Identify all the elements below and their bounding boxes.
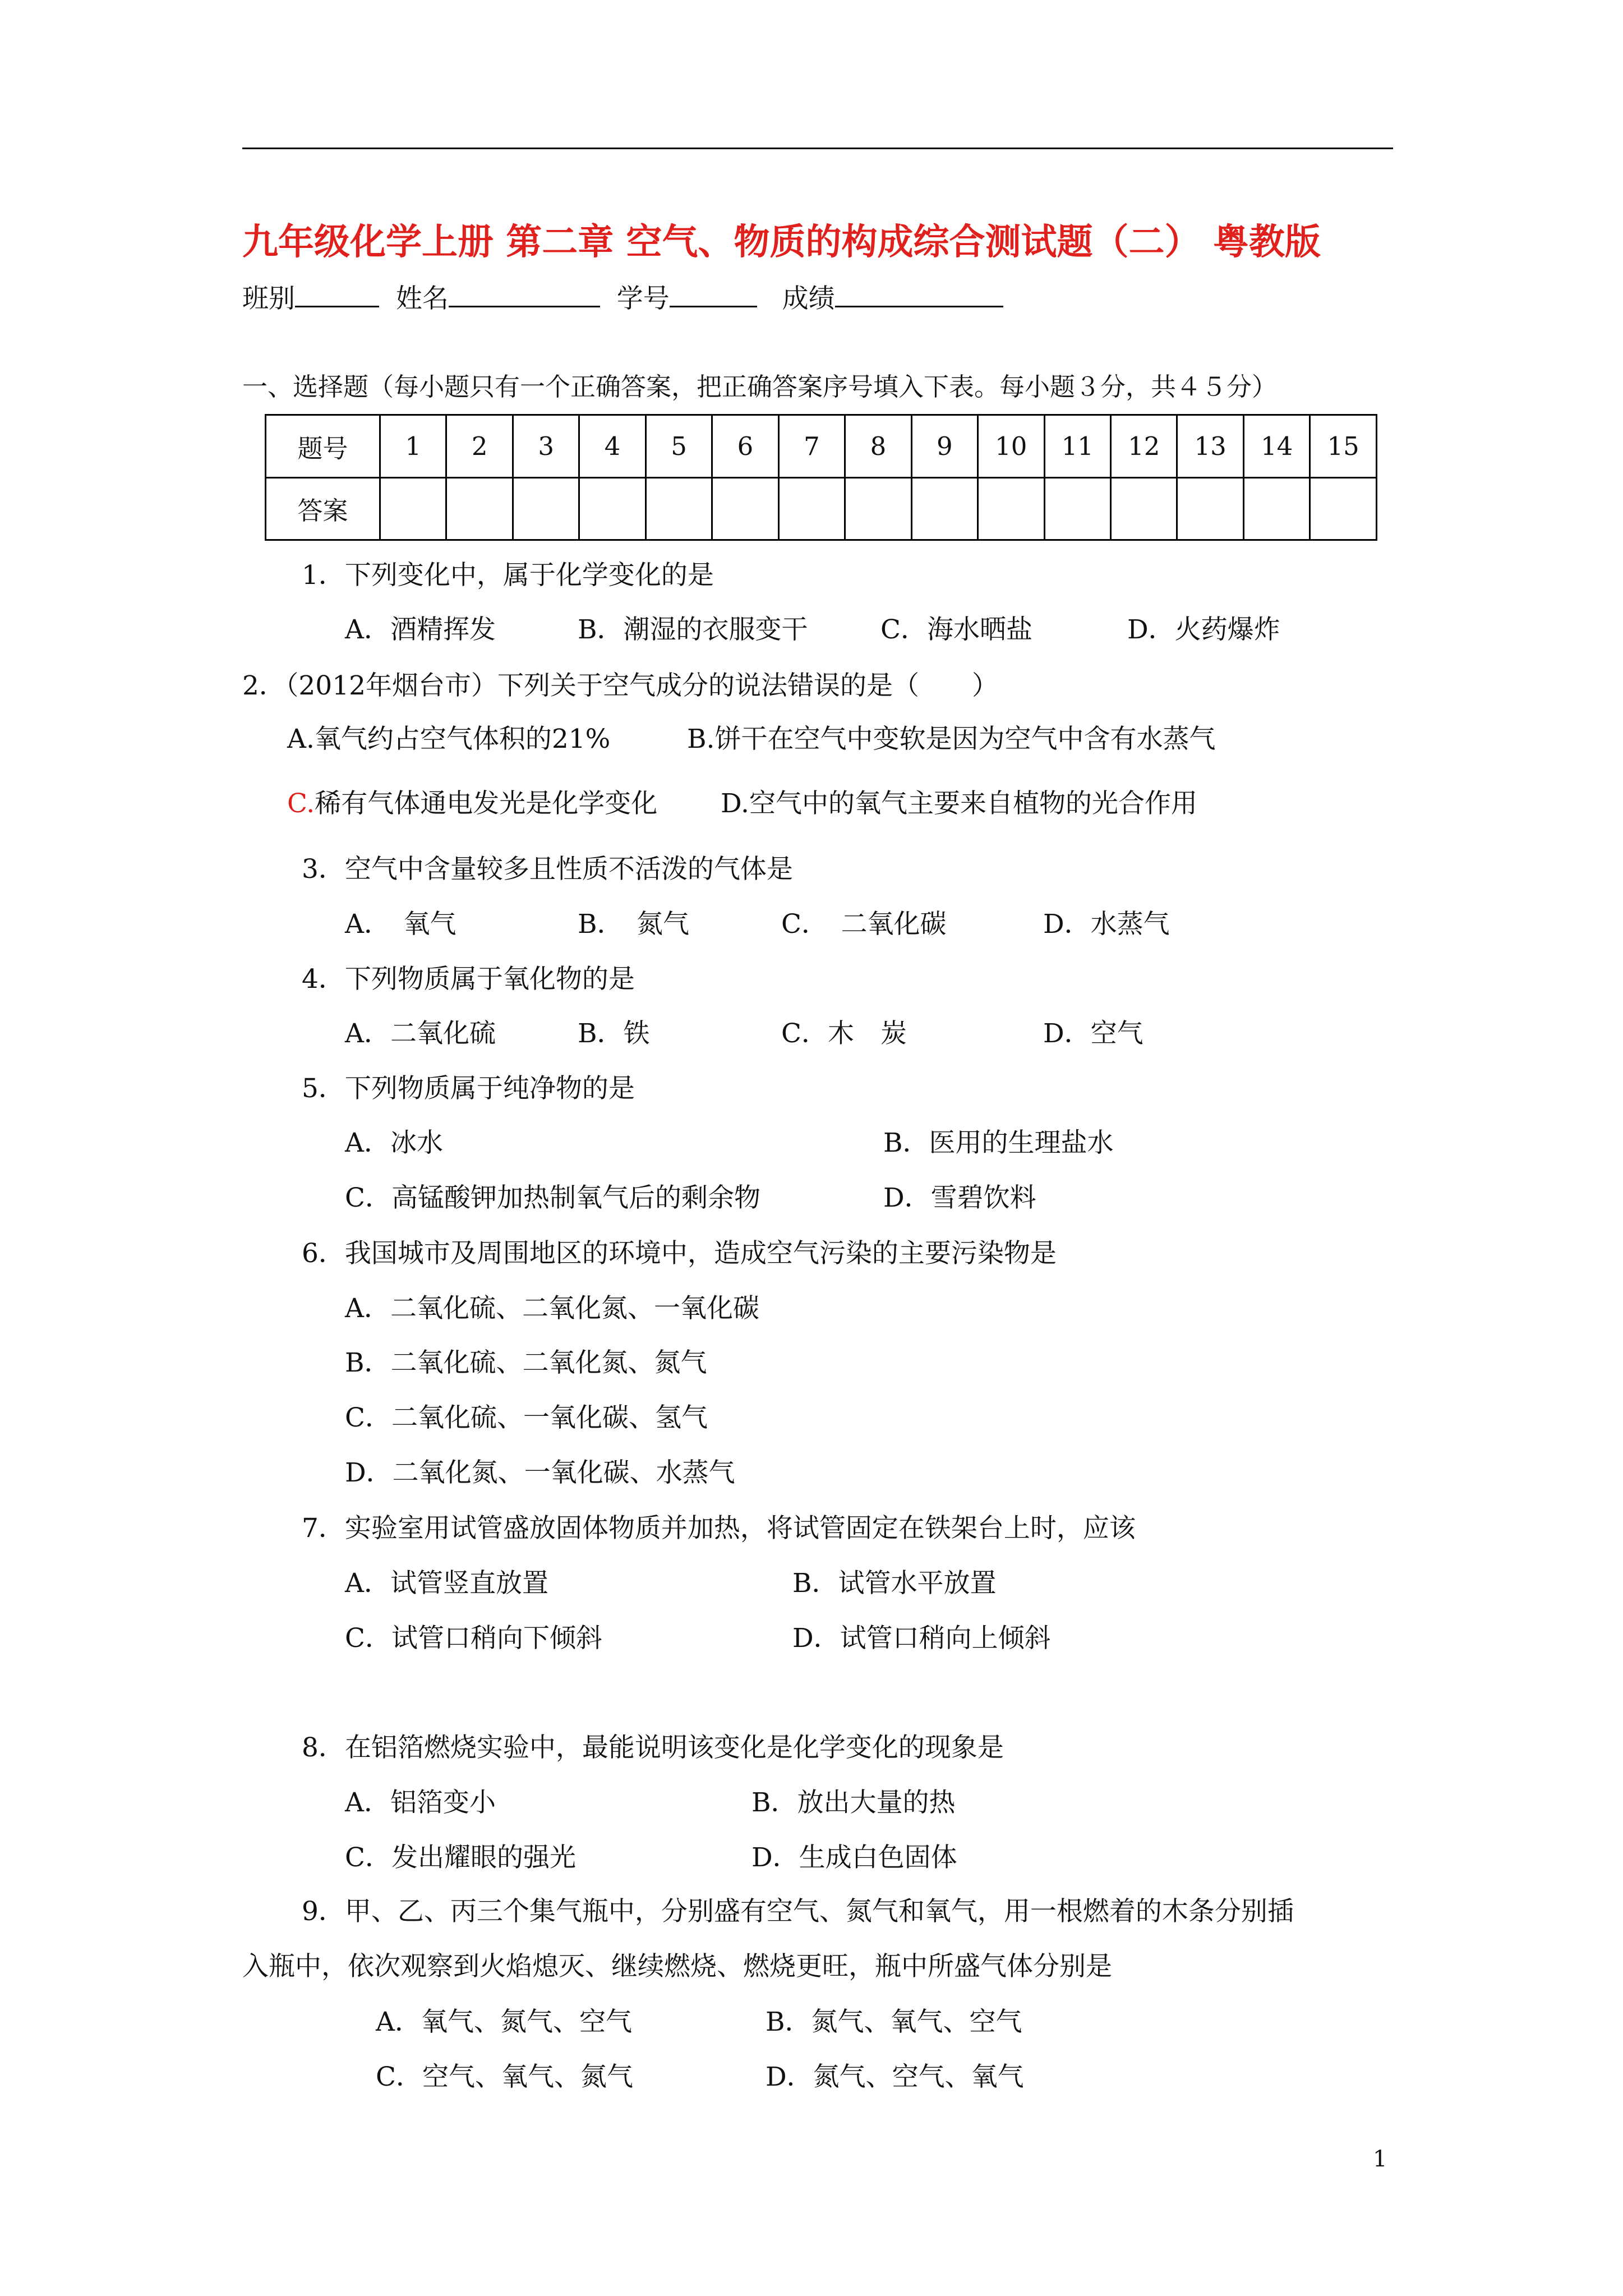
- answer-cell[interactable]: [513, 477, 579, 540]
- question-number-cell: 12: [1110, 415, 1177, 478]
- question-9-stem-line-1: 9．甲、乙、丙三个集气瓶中，分别盛有空气、氮气和氧气，用一根燃着的木条分别插: [302, 1896, 1294, 1927]
- answer-cell[interactable]: [911, 477, 978, 540]
- question-3-option-a: A． 氧气: [345, 909, 457, 940]
- name-label: 姓名: [395, 283, 449, 314]
- question-2-stem: 2．（2012年烟台市）下列关于空气成分的说法错误的是（ ）: [242, 670, 999, 701]
- question-number-cell: 3: [513, 415, 579, 478]
- question-3-option-b: B． 氮气: [578, 909, 690, 940]
- question-7-option-c: C．试管口稍向下倾斜: [345, 1623, 602, 1654]
- question-7-stem: 7．实验室用试管盛放固体物质并加热，将试管固定在铁架台上时，应该: [302, 1513, 1136, 1544]
- question-6-stem: 6．我国城市及周围地区的环境中，造成空气污染的主要污染物是: [302, 1238, 1057, 1269]
- question-2-option-b: B.饼干在空气中变软是因为空气中含有水蒸气: [687, 724, 1216, 754]
- question-9-option-b: B．氮气、氧气、空气: [766, 2007, 1022, 2037]
- question-4-option-c: C．木 炭: [781, 1018, 907, 1049]
- question-number-cell: 10: [978, 415, 1044, 478]
- answer-cell[interactable]: [380, 477, 446, 540]
- question-6-option-d: D．二氧化氮、一氧化碳、水蒸气: [345, 1457, 735, 1488]
- question-8-option-b: B．放出大量的热: [751, 1787, 956, 1818]
- question-5-option-c: C．高锰酸钾加热制氧气后的剩余物: [345, 1182, 760, 1213]
- class-blank[interactable]: [295, 283, 379, 307]
- question-8-option-c: C．发出耀眼的强光: [345, 1842, 576, 1873]
- question-4-option-d: D．空气: [1043, 1018, 1144, 1049]
- answer-table: [265, 414, 1377, 541]
- question-2-option-d: D.空气中的氧气主要来自植物的光合作用: [721, 788, 1197, 819]
- question-number-cell: 7: [778, 415, 845, 478]
- question-1-option-a: A．酒精挥发: [345, 614, 496, 645]
- question-6-option-a: A．二氧化硫、二氧化氮、一氧化碳: [345, 1293, 759, 1324]
- question-9-option-d: D．氮气、空气、氧气: [766, 2062, 1024, 2092]
- section-heading: 一、选择题（每小题只有一个正确答案，把正确答案序号填入下表。每小题３分，共４５分）: [242, 372, 1278, 402]
- answer-cell[interactable]: [712, 477, 778, 540]
- answer-cell[interactable]: [645, 477, 712, 540]
- question-9-option-a: A．氧气、氮气、空气: [376, 2007, 632, 2037]
- answer-cell[interactable]: [1310, 477, 1377, 540]
- question-1-option-b: B．潮湿的衣服变干: [578, 614, 808, 645]
- question-1-option-d: D．火药爆炸: [1127, 614, 1280, 645]
- answer-cell[interactable]: [978, 477, 1044, 540]
- question-5-stem: 5．下列物质属于纯净物的是: [302, 1073, 635, 1104]
- question-4-stem: 4．下列物质属于氧化物的是: [302, 964, 635, 995]
- question-1-option-c: C．海水晒盐: [880, 614, 1032, 645]
- answer-cell[interactable]: [446, 477, 513, 540]
- score-label: 成绩: [782, 283, 835, 314]
- class-label: 班别: [242, 283, 295, 314]
- question-5-option-a: A．冰水: [345, 1128, 443, 1158]
- table-row: [266, 477, 1377, 540]
- question-8-option-a: A．铝箔变小: [345, 1787, 496, 1818]
- answer-cell[interactable]: [1243, 477, 1310, 540]
- question-6-option-c: C．二氧化硫、一氧化碳、氢气: [345, 1402, 708, 1433]
- student-info-row: [242, 283, 1003, 315]
- question-4-option-b: B．铁: [578, 1018, 650, 1049]
- question-number-cell: 11: [1044, 415, 1110, 478]
- answer-cell[interactable]: [1177, 477, 1243, 540]
- question-3-option-c: C． 二氧化碳: [781, 909, 947, 940]
- row-header-number: 题号: [266, 415, 380, 478]
- question-6-option-b: B．二氧化硫、二氧化氮、氮气: [345, 1347, 707, 1378]
- table-row: [266, 415, 1377, 478]
- question-5-option-b: B．医用的生理盐水: [883, 1128, 1114, 1158]
- question-2-option-a: A.氧气约占空气体积的21%: [287, 724, 611, 754]
- question-1-stem: 1．下列变化中，属于化学变化的是: [302, 560, 714, 591]
- name-blank[interactable]: [449, 283, 600, 307]
- header-rule: [242, 148, 1393, 149]
- question-number-cell: 9: [911, 415, 978, 478]
- question-number-cell: 5: [645, 415, 712, 478]
- question-7-option-a: A．试管竖直放置: [345, 1568, 548, 1599]
- question-2-option-c-text: 稀有气体通电发光是化学变化: [315, 788, 658, 819]
- question-9-stem-line-2: 入瓶中，依次观察到火焰熄灭、继续燃烧、燃烧更旺，瓶中所盛气体分别是: [242, 1951, 1112, 1982]
- question-7-option-b: B．试管水平放置: [792, 1568, 997, 1599]
- question-number-cell: 14: [1243, 415, 1310, 478]
- answer-cell[interactable]: [778, 477, 845, 540]
- question-2-option-c-letter: C.: [287, 788, 315, 819]
- question-9-option-c: C．空气、氧气、氮气: [376, 2062, 633, 2092]
- id-blank[interactable]: [670, 283, 757, 307]
- question-4-option-a: A．二氧化硫: [345, 1018, 496, 1049]
- row-header-answer: 答案: [266, 477, 380, 540]
- id-label: 学号: [616, 283, 670, 314]
- question-3-stem: 3．空气中含量较多且性质不活泼的气体是: [302, 854, 793, 885]
- answer-cell[interactable]: [845, 477, 911, 540]
- question-3-option-d: D．水蒸气: [1043, 909, 1170, 940]
- score-blank[interactable]: [835, 283, 1003, 307]
- question-number-cell: 15: [1310, 415, 1377, 478]
- answer-cell[interactable]: [1110, 477, 1177, 540]
- question-number-cell: 2: [446, 415, 513, 478]
- page-number: 1: [1373, 2146, 1387, 2172]
- question-8-option-d: D．生成白色固体: [751, 1842, 957, 1873]
- question-2-option-c: [287, 788, 657, 820]
- question-number-cell: 8: [845, 415, 911, 478]
- page-title: 九年级化学上册 第二章 空气、物质的构成综合测试题（二） 粤教版: [242, 222, 1321, 263]
- answer-cell[interactable]: [1044, 477, 1110, 540]
- question-number-cell: 4: [579, 415, 645, 478]
- question-5-option-d: D．雪碧饮料: [883, 1182, 1036, 1213]
- question-number-cell: 1: [380, 415, 446, 478]
- question-number-cell: 6: [712, 415, 778, 478]
- question-8-stem: 8．在铝箔燃烧实验中，最能说明该变化是化学变化的现象是: [302, 1732, 1004, 1763]
- answer-cell[interactable]: [579, 477, 645, 540]
- question-7-option-d: D．试管口稍向上倾斜: [792, 1623, 1051, 1654]
- question-number-cell: 13: [1177, 415, 1243, 478]
